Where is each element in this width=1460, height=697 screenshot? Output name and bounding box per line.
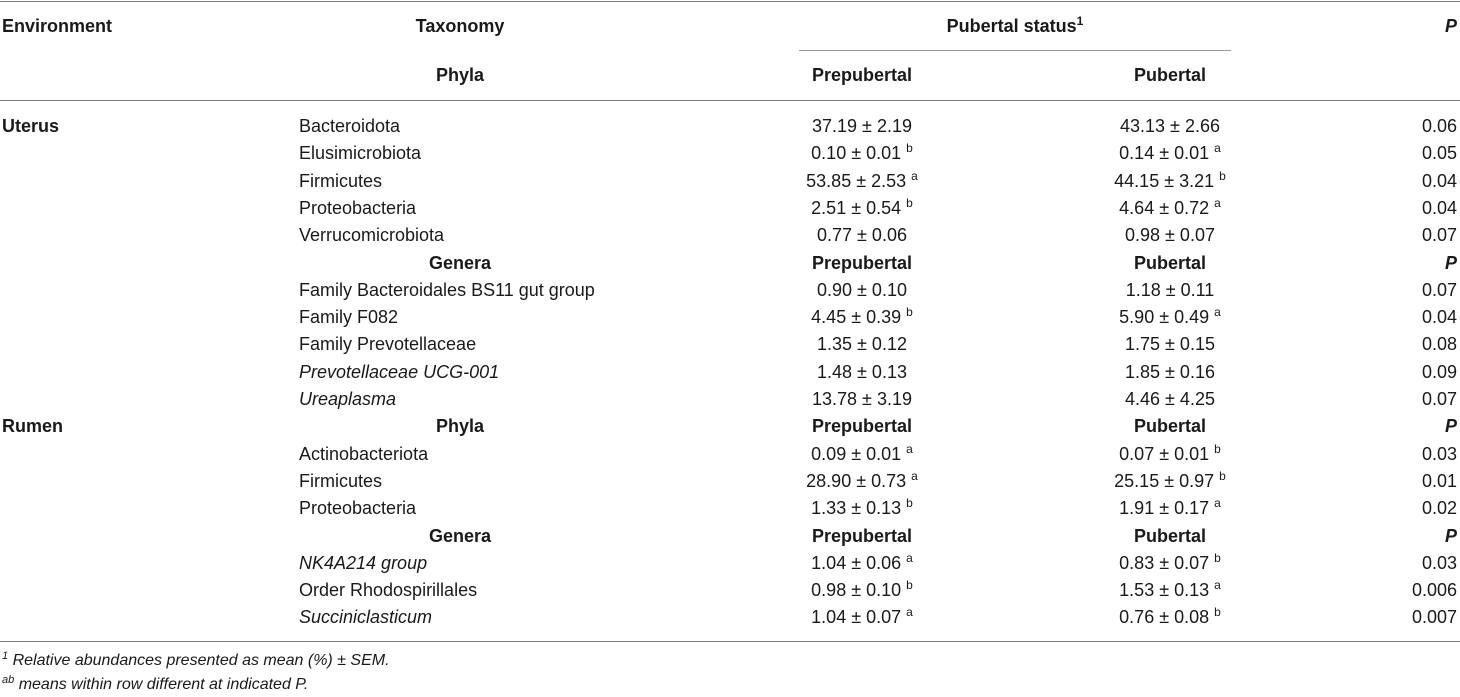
value-text: Pubertal <box>1133 416 1207 436</box>
value-text: 25.15 ± 0.97 <box>1114 471 1215 491</box>
value-text: 1.85 ± 0.16 <box>1125 362 1215 382</box>
value-pubertal <box>1070 579 1270 601</box>
value-pubertal <box>1070 443 1270 465</box>
value-prepubertal <box>762 579 962 601</box>
p-value: 0.07 <box>1421 389 1457 409</box>
value-text: 2.51 ± 0.54 <box>811 198 902 218</box>
significance-letter: a <box>1214 141 1221 155</box>
value-text: 0.76 ± 0.08 <box>1119 607 1210 627</box>
p-value: 0.01 <box>1421 471 1457 491</box>
value-pubertal <box>1070 115 1270 137</box>
significance-letter: a <box>906 442 913 456</box>
significance-letter: b <box>906 305 913 319</box>
value-text: 37.19 ± 2.19 <box>812 116 912 136</box>
subheader-pubertal <box>1070 252 1270 274</box>
value-text: 5.90 ± 0.49 <box>1119 307 1210 327</box>
value-prepubertal <box>762 552 962 574</box>
value-text: 0.10 ± 0.01 <box>811 143 902 163</box>
value-pubertal <box>1070 170 1270 192</box>
p-value: 0.03 <box>1421 444 1457 464</box>
value-text: 13.78 ± 3.19 <box>812 389 912 409</box>
taxon-name: Proteobacteria <box>299 198 417 218</box>
value-text: 4.64 ± 0.72 <box>1119 198 1210 218</box>
value-pubertal <box>1070 197 1270 219</box>
value-prepubertal <box>762 224 962 246</box>
value-text: 43.13 ± 2.66 <box>1120 116 1220 136</box>
value-pubertal <box>1070 497 1270 519</box>
significance-letter: b <box>906 141 913 155</box>
subheader-taxonomy: Genera <box>428 526 492 546</box>
value-pubertal <box>1070 142 1270 164</box>
subheader-prepubertal <box>762 415 962 437</box>
value-text: 1.91 ± 0.17 <box>1119 498 1210 518</box>
value-text: Prepubertal <box>811 526 913 546</box>
taxon-name: Actinobacteriota <box>299 444 429 464</box>
taxon-name: Order Rhodospirillales <box>299 580 478 600</box>
value-text: 0.90 ± 0.10 <box>817 280 907 300</box>
value-prepubertal <box>762 142 962 164</box>
value-pubertal <box>1070 388 1270 410</box>
significance-letter: b <box>1219 469 1226 483</box>
header-p: P <box>1444 16 1457 36</box>
value-prepubertal <box>762 115 962 137</box>
significance-letter: b <box>1214 605 1221 619</box>
subheader-prepubertal <box>762 525 962 547</box>
p-value: 0.04 <box>1421 198 1457 218</box>
value-text: Pubertal <box>1133 253 1207 273</box>
value-prepubertal <box>762 606 962 628</box>
subheader-p: P <box>1444 416 1457 436</box>
value-pubertal <box>1070 306 1270 328</box>
p-value: 0.08 <box>1421 334 1457 354</box>
header-phyla: Phyla <box>435 65 485 85</box>
p-value: 0.09 <box>1421 362 1457 382</box>
value-text: 0.14 ± 0.01 <box>1119 143 1210 163</box>
taxon-name: Ureaplasma <box>299 389 397 409</box>
value-text: Pubertal <box>1133 526 1207 546</box>
value-text: Prepubertal <box>811 253 913 273</box>
footnote <box>2 651 390 671</box>
footnote <box>2 675 308 695</box>
value-text: 1.75 ± 0.15 <box>1125 334 1215 354</box>
value-text: 1.04 ± 0.07 <box>811 607 902 627</box>
value-pubertal <box>1070 333 1270 355</box>
value-prepubertal <box>762 197 962 219</box>
taxon-name: Bacteroidota <box>299 116 401 136</box>
subheader-p: P <box>1444 526 1457 546</box>
value-text: 4.46 ± 4.25 <box>1125 389 1215 409</box>
header-pubertal-status: Pubertal status$^1$ <box>946 14 1084 36</box>
footnote-text: means within row different at indicated P. <box>14 676 309 693</box>
value-prepubertal <box>762 497 962 519</box>
header-prepubertal: Prepubertal <box>811 65 913 85</box>
value-text: 1.18 ± 0.11 <box>1125 280 1215 300</box>
taxon-name: Verrucomicrobiota <box>299 225 445 245</box>
value-text: 0.09 ± 0.01 <box>811 444 902 464</box>
value-text: 0.98 ± 0.07 <box>1125 225 1215 245</box>
p-value: 0.03 <box>1421 553 1457 573</box>
value-pubertal <box>1070 279 1270 301</box>
subheader-taxonomy: Genera <box>428 253 492 273</box>
value-text: 0.98 ± 0.10 <box>811 580 902 600</box>
table-top-rule <box>0 1 1460 2</box>
environment-label: Rumen <box>2 416 64 436</box>
subheader-prepubertal <box>762 252 962 274</box>
value-prepubertal <box>762 361 962 383</box>
significance-letter: a <box>1214 196 1221 210</box>
taxon-name: Firmicutes <box>299 171 383 191</box>
environment-label: Uterus <box>2 116 60 136</box>
significance-letter: b <box>906 578 913 592</box>
p-value: 0.07 <box>1421 225 1457 245</box>
p-value: 0.05 <box>1421 143 1457 163</box>
significance-letter: a <box>911 469 918 483</box>
taxon-name: Firmicutes <box>299 471 383 491</box>
significance-letter: a <box>1214 305 1221 319</box>
value-pubertal <box>1070 224 1270 246</box>
value-text: 53.85 ± 2.53 <box>806 171 907 191</box>
taxon-name: Elusimicrobiota <box>299 143 422 163</box>
significance-letter: b <box>906 496 913 510</box>
value-prepubertal <box>762 388 962 410</box>
value-pubertal <box>1070 606 1270 628</box>
significance-letter: b <box>1214 551 1221 565</box>
taxon-name: Family F082 <box>299 307 399 327</box>
header-bottom-rule <box>0 100 1460 101</box>
value-prepubertal <box>762 306 962 328</box>
pubertal-status-underline <box>799 50 1231 51</box>
p-value: 0.07 <box>1421 280 1457 300</box>
subheader-p: P <box>1444 253 1457 273</box>
significance-letter: b <box>1214 442 1221 456</box>
p-value: 0.06 <box>1421 116 1457 136</box>
value-text: 28.90 ± 0.73 <box>806 471 907 491</box>
taxon-name: Succiniclasticum <box>299 607 433 627</box>
value-text: 44.15 ± 3.21 <box>1114 171 1215 191</box>
value-text: 4.45 ± 0.39 <box>811 307 902 327</box>
value-pubertal <box>1070 470 1270 492</box>
taxon-name: Prevotellaceae UCG-001 <box>299 362 500 382</box>
value-prepubertal <box>762 470 962 492</box>
p-value: 0.04 <box>1421 307 1457 327</box>
p-value: 0.007 <box>1411 607 1457 627</box>
subheader-taxonomy: Phyla <box>435 416 485 436</box>
table-bottom-rule <box>0 641 1460 642</box>
value-prepubertal <box>762 333 962 355</box>
p-value: 0.04 <box>1421 171 1457 191</box>
value-text: 1.04 ± 0.06 <box>811 553 902 573</box>
subheader-pubertal <box>1070 415 1270 437</box>
header-pubertal-status-footnote-marker: 1 <box>1076 14 1084 28</box>
significance-letter: b <box>1219 169 1226 183</box>
value-prepubertal <box>762 279 962 301</box>
value-text: 1.48 ± 0.13 <box>817 362 907 382</box>
significance-letter: a <box>906 605 913 619</box>
value-text: Prepubertal <box>811 416 913 436</box>
value-text: 0.83 ± 0.07 <box>1119 553 1210 573</box>
value-text: 1.53 ± 0.13 <box>1119 580 1210 600</box>
value-text: 0.77 ± 0.06 <box>817 225 907 245</box>
footnote-marker: 1 <box>2 650 9 662</box>
header-pubertal: Pubertal <box>1133 65 1207 85</box>
value-pubertal <box>1070 552 1270 574</box>
value-prepubertal <box>762 443 962 465</box>
footnote-marker: ab <box>2 674 15 686</box>
p-value: 0.006 <box>1411 580 1457 600</box>
value-text: 1.35 ± 0.12 <box>817 334 907 354</box>
p-value: 0.02 <box>1421 498 1457 518</box>
value-text: 0.07 ± 0.01 <box>1119 444 1210 464</box>
header-environment: Environment <box>2 16 113 36</box>
taxon-name: NK4A214 group <box>299 553 428 573</box>
significance-letter: b <box>906 196 913 210</box>
significance-letter: a <box>1214 578 1221 592</box>
significance-letter: a <box>1214 496 1221 510</box>
footnote-text: Relative abundances presented as mean (%) ± SEM. <box>8 652 390 669</box>
taxon-name: Proteobacteria <box>299 498 417 518</box>
subheader-pubertal <box>1070 525 1270 547</box>
significance-letter: a <box>906 551 913 565</box>
taxon-name: Family Bacteroidales BS11 gut group <box>299 280 595 300</box>
header-taxonomy: Taxonomy <box>415 16 505 36</box>
significance-letter: a <box>911 169 918 183</box>
value-text: 1.33 ± 0.13 <box>811 498 902 518</box>
taxon-name: Family Prevotellaceae <box>299 334 477 354</box>
value-prepubertal <box>762 170 962 192</box>
value-pubertal <box>1070 361 1270 383</box>
